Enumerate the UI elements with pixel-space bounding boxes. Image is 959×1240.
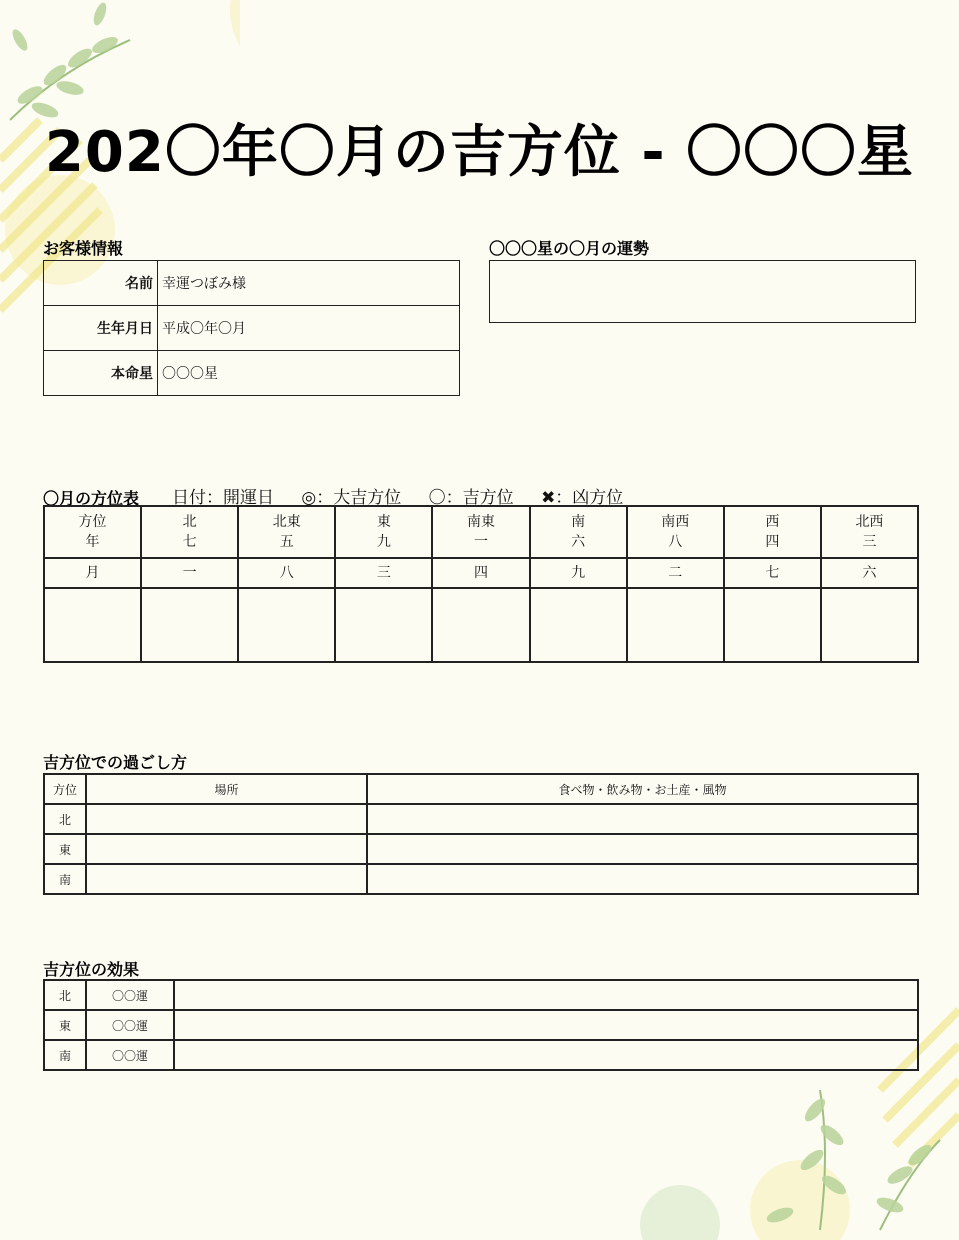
effect-table [43,979,919,1071]
direction-table-heading: 〇月の方位表 [43,489,140,508]
star-value: 〇〇〇星 [158,351,460,396]
direction-month-star: 二 [627,558,724,588]
fortune-box[interactable] [489,260,916,323]
direction-entry-cell[interactable] [335,588,432,662]
direction-header-cell [432,506,529,558]
direction-header-cell [530,506,627,558]
page-title: 202〇年〇月の吉方位 - 〇〇〇星 [44,120,915,185]
name-value: 幸運つぼみ様 [158,261,460,306]
spend-food-cell[interactable] [367,864,918,894]
birthdate-value: 平成〇年〇月 [158,306,460,351]
direction-month-star: 一 [141,558,238,588]
legend-lucky-day: 日付：開運日 [172,488,274,508]
effect-direction: 南 [44,1040,86,1070]
direction-month-row [44,558,918,588]
direction-year-star: 一 [473,534,488,550]
direction-header-row [44,506,918,558]
direction-year-star: 八 [668,534,683,550]
direction-header-cell [44,506,141,558]
legend-great-luck: ◎：大吉方位 [301,488,402,508]
direction-name: 南 [571,514,586,530]
direction-entry-row [44,588,918,662]
direction-year-star: 四 [765,534,780,550]
effect-detail-cell[interactable] [174,1010,918,1040]
direction-year-star: 年 [85,534,100,550]
effect-detail-cell[interactable] [174,1040,918,1070]
direction-month-star: 四 [432,558,529,588]
direction-table [43,505,919,663]
fortune-heading: 〇〇〇星の〇月の運勢 [489,239,650,258]
direction-month-star: 八 [238,558,335,588]
direction-name: 北東 [272,514,301,530]
direction-name: 北 [182,514,197,530]
customer-info-table [43,260,460,396]
spend-direction: 南 [44,864,86,894]
spend-table [43,773,919,895]
name-label: 名前 [44,261,158,306]
effect-detail-cell[interactable] [174,980,918,1010]
legend-good-luck: 〇：吉方位 [428,488,514,508]
spend-header-place: 場所 [86,774,367,804]
spend-place-cell[interactable] [86,834,367,864]
direction-month-star: 九 [530,558,627,588]
customer-row-star [44,351,460,396]
direction-year-star: 七 [182,534,197,550]
effect-heading: 吉方位の効果 [43,960,140,979]
spend-row [44,864,918,894]
spend-row [44,804,918,834]
direction-name: 方位 [78,514,107,530]
direction-entry-cell[interactable] [432,588,529,662]
star-label: 本命星 [44,351,158,396]
spend-row [44,834,918,864]
direction-name: 西 [765,514,780,530]
direction-month-star: 三 [335,558,432,588]
direction-month-star: 月 [44,558,141,588]
direction-year-star: 三 [862,534,877,550]
direction-header-cell [141,506,238,558]
direction-header-cell [238,506,335,558]
spend-place-cell[interactable] [86,864,367,894]
direction-name: 北西 [855,514,884,530]
direction-month-star: 七 [724,558,821,588]
spend-place-cell[interactable] [86,804,367,834]
direction-header-cell [335,506,432,558]
effect-luck: 〇〇運 [86,1010,174,1040]
direction-name: 南東 [466,514,495,530]
spend-food-cell[interactable] [367,834,918,864]
effect-row [44,1010,918,1040]
direction-year-star: 九 [376,534,391,550]
effect-row [44,980,918,1010]
direction-year-star: 五 [279,534,294,550]
direction-entry-cell[interactable] [238,588,335,662]
direction-entry-cell[interactable] [627,588,724,662]
customer-row-birthdate [44,306,460,351]
direction-name: 東 [376,514,391,530]
direction-month-star: 六 [821,558,918,588]
direction-header-cell [627,506,724,558]
spend-header-direction: 方位 [44,774,86,804]
direction-entry-cell[interactable] [724,588,821,662]
effect-luck: 〇〇運 [86,1040,174,1070]
effect-direction: 東 [44,1010,86,1040]
direction-header-cell [821,506,918,558]
spend-direction: 東 [44,834,86,864]
direction-entry-cell[interactable] [141,588,238,662]
direction-entry-cell[interactable] [44,588,141,662]
spend-header-food: 食べ物・飲み物・お土産・風物 [367,774,918,804]
spend-direction: 北 [44,804,86,834]
effect-direction: 北 [44,980,86,1010]
spend-heading: 吉方位での過ごし方 [43,753,188,772]
birthdate-label: 生年月日 [44,306,158,351]
customer-info-heading: お客様情報 [43,239,124,258]
direction-year-star: 六 [571,534,586,550]
spend-food-cell[interactable] [367,804,918,834]
direction-entry-cell[interactable] [530,588,627,662]
direction-name: 南西 [661,514,690,530]
effect-luck: 〇〇運 [86,980,174,1010]
effect-row [44,1040,918,1070]
direction-header-cell [724,506,821,558]
spend-header-row [44,774,918,804]
customer-row-name [44,261,460,306]
legend-bad-luck: ✖：凶方位 [541,488,624,508]
direction-entry-cell[interactable] [821,588,918,662]
